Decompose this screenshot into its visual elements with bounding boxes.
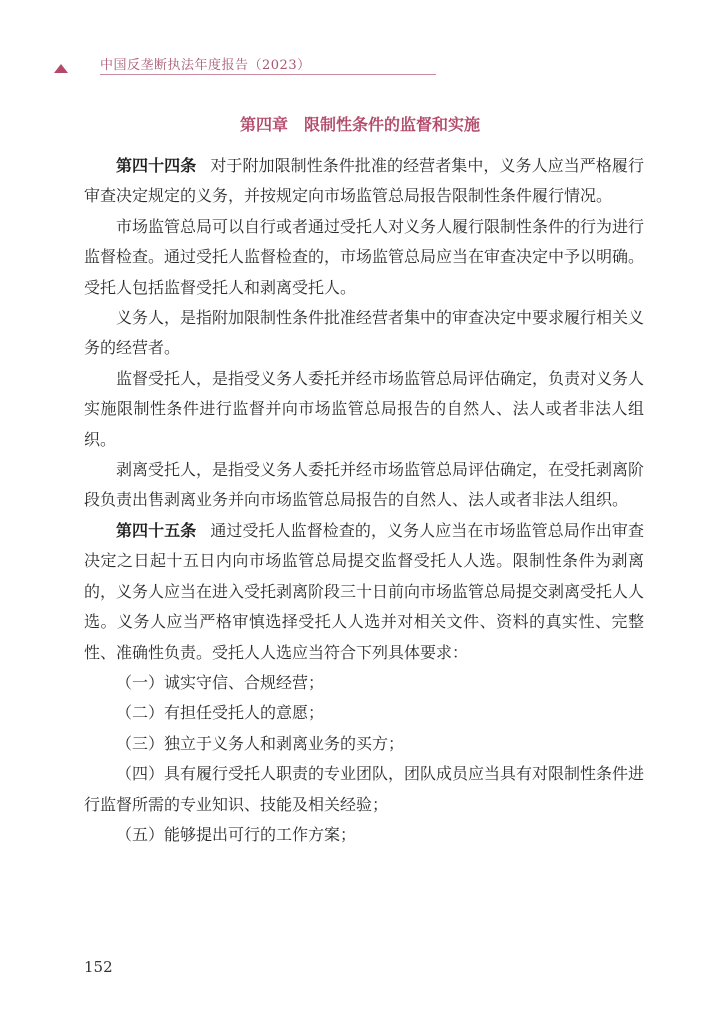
- list-item-text: （五）能够提出可行的工作方案；: [116, 824, 357, 844]
- list-item-text: （四）具有履行受托人职责的专业团队，团队成员应当具有对限制性条件进行监督所需的专业知识、技能及相关经验；: [84, 764, 645, 814]
- list-item: [84, 668, 644, 698]
- body-text: [84, 151, 644, 850]
- paragraph-text: 监督受托人，是指受义务人委托并经市场监管总局评估确定，负责对义务人实施限制性条件进行监督并向市场监管总局报告的自然人、法人或者非法人组织。: [84, 368, 645, 449]
- chapter-heading: [0, 112, 720, 135]
- paragraph: [84, 212, 644, 303]
- list-item-text: （三）独立于义务人和剥离业务的买方；: [116, 733, 405, 753]
- paragraph: [84, 516, 644, 668]
- paragraph-text: 剥离受托人，是指受义务人委托并经市场监管总局评估确定，在受托剥离阶段负责出售剥离业务并向市场监管总局报告的自然人、法人或者非法人组织。: [84, 460, 645, 510]
- header-title: 中国反垄断执法年度报告（2023）: [100, 58, 311, 73]
- list-item: [84, 698, 644, 728]
- paragraph: [84, 151, 644, 212]
- chapter-number: 第四章: [239, 115, 288, 134]
- chapter-title: 限制性条件的监督和实施: [304, 115, 481, 134]
- paragraph-text: 市场监管总局可以自行或者通过受托人对义务人履行限制性条件的行为进行监督检查。通过受托人监督检查的，市场监管总局应当在审查决定中予以明确。受托人包括监督受托人和剥离受托人。: [84, 216, 645, 297]
- paragraph-text: 通过受托人监督检查的，义务人应当在市场监管总局作出审查决定之日起十五日内向市场监管总局提交监督受托人人选。限制性条件为剥离的，义务人应当在进入受托剥离阶段三十日前向市场监管总局提交剥离受托人人选。义务人应当严格审慎选择受托人人选并对相关文件、资料的真实性、完整性、准确性负责。受托人人选应当符合下列具体要求：: [84, 520, 645, 662]
- paragraph-text: 义务人，是指附加限制性条件批准经营者集中的审查决定中要求履行相关义务的经营者。: [84, 308, 645, 358]
- list-item: [84, 759, 644, 820]
- list-item: [84, 820, 644, 850]
- list-item: [84, 729, 644, 759]
- paragraph-text: 对于附加限制性条件批准的经营者集中，义务人应当严格履行审查决定规定的义务，并按规定向市场监管总局报告限制性条件履行情况。: [84, 156, 644, 206]
- list-item-text: （二）有担任受托人的意愿；: [116, 703, 325, 723]
- header-rule: [100, 74, 436, 75]
- article-number: 第四十五条: [116, 520, 197, 540]
- paragraph: [84, 455, 644, 516]
- page-number: 152: [84, 958, 113, 976]
- paragraph: [84, 303, 644, 364]
- running-header: [54, 52, 436, 74]
- article-number: 第四十四条: [116, 156, 197, 175]
- header-triangle-icon: [54, 64, 68, 73]
- paragraph: [84, 364, 644, 455]
- list-item-text: （一）诚实守信、合规经营；: [116, 672, 325, 692]
